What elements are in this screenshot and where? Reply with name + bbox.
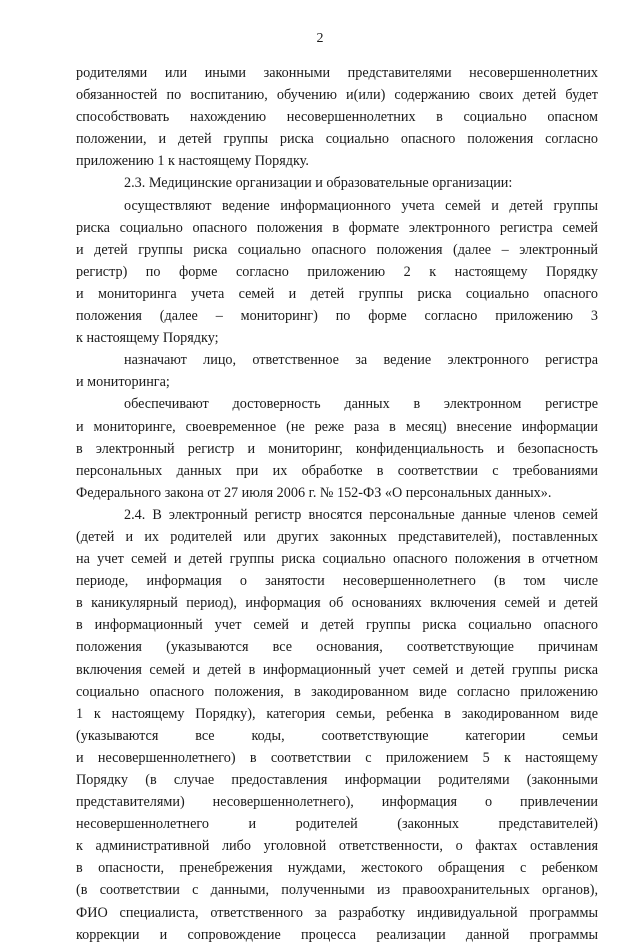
text-line: (в соответствии с данными, полученными из правоохранительных органов), <box>76 882 598 899</box>
text-line: персональных данных при их обработке в соответствии с требованиями <box>76 462 598 479</box>
text-line: регистр) по форме согласно приложению 2 к настоящему Порядку <box>76 263 598 280</box>
text-line: и мониторинге, своевременное (не реже раза в месяц) внесение информации <box>76 418 598 435</box>
text-line: несовершеннолетнего и родителей (законных представителей) <box>76 816 598 833</box>
text-line: ФИО специалиста, ответственного за разработку индивидуальной программы <box>76 904 598 921</box>
text-line: Федерального закона от 27 июля 2006 г. № 152-ФЗ «О персональных данных». <box>76 484 552 501</box>
text-line: (указываются все коды, соответствующие категории семьи <box>76 727 598 744</box>
text-line: в информационный учет семей и детей группы риска социально опасного <box>76 617 598 634</box>
text-line: представителями) несовершеннолетнего), информация о привлечении <box>76 794 598 811</box>
text-line: к настоящему Порядку; <box>76 330 219 347</box>
text-line: в электронный регистр и мониторинг, конфиденциальность и безопасность <box>76 440 598 457</box>
text-line: и мониторинга учета семей и детей группы риска социально опасного <box>76 285 598 302</box>
text-line: (детей и их родителей или других законных представителей), поставленных <box>76 528 598 545</box>
text-line: обеспечивают достоверность данных в электронном регистре <box>124 396 598 413</box>
text-line: периоде, информация о занятости несовершеннолетнего (в том числе <box>76 573 598 590</box>
text-line: обязанностей по воспитанию, обучению и(или) содержанию своих детей будет <box>76 87 598 104</box>
text-line: положения (далее – мониторинг) по форме согласно приложению 3 <box>76 308 598 325</box>
text-line: способствовать нахождению несовершеннолетних в социально опасном <box>76 109 598 126</box>
text-line: и детей группы риска социально опасного положения (далее – электронный <box>76 241 598 258</box>
document-body <box>76 62 598 946</box>
text-line: родителями или иными законными представителями несовершеннолетних <box>76 65 598 81</box>
text-line: 2.3. Медицинские организации и образовательные организации: <box>124 175 513 192</box>
text-line: назначают лицо, ответственное за ведение электронного регистра <box>124 352 598 369</box>
text-line: 1 к настоящему Порядку), категория семьи, ребенка в закодированном виде <box>76 705 598 722</box>
text-line: положении, и детей группы риска социально опасного положения согласно <box>76 131 598 148</box>
text-line: в каникулярный период), информация об основаниях включения семей и детей <box>76 595 598 612</box>
text-line: в опасности, пренебрежения нуждами, жестокого обращения с ребенком <box>76 860 598 877</box>
text-line: и несовершеннолетнего) в соответствии с приложением 5 к настоящему <box>76 749 598 766</box>
text-line: осуществляют ведение информационного учета семей и детей группы <box>124 197 598 214</box>
text-line: 2.4. В электронный регистр вносятся персональные данные членов семей <box>124 506 598 523</box>
text-line: и мониторинга; <box>76 374 170 391</box>
text-line: включения семей и детей в информационный учет семей и детей группы риска <box>76 661 598 678</box>
page-number: 2 <box>316 31 324 46</box>
text-line: коррекции и сопровождение процесса реализации данной программы <box>76 926 598 943</box>
text-line: положения (указываются все основания, соответствующие причинам <box>76 639 598 656</box>
text-line: приложению 1 к настоящему Порядку. <box>76 153 309 170</box>
text-line: к административной либо уголовной ответственности, о фактах оставления <box>76 838 598 855</box>
text-line: риска социально опасного положения в формате электронного регистра семей <box>76 219 598 236</box>
text-line: Порядку (в случае предоставления информации родителями (законными <box>76 772 598 788</box>
text-line: на учет семей и детей группы риска социально опасного положения в отчетном <box>76 551 598 568</box>
text-line: социально опасного положения, в закодированном виде согласно приложению <box>76 683 598 700</box>
